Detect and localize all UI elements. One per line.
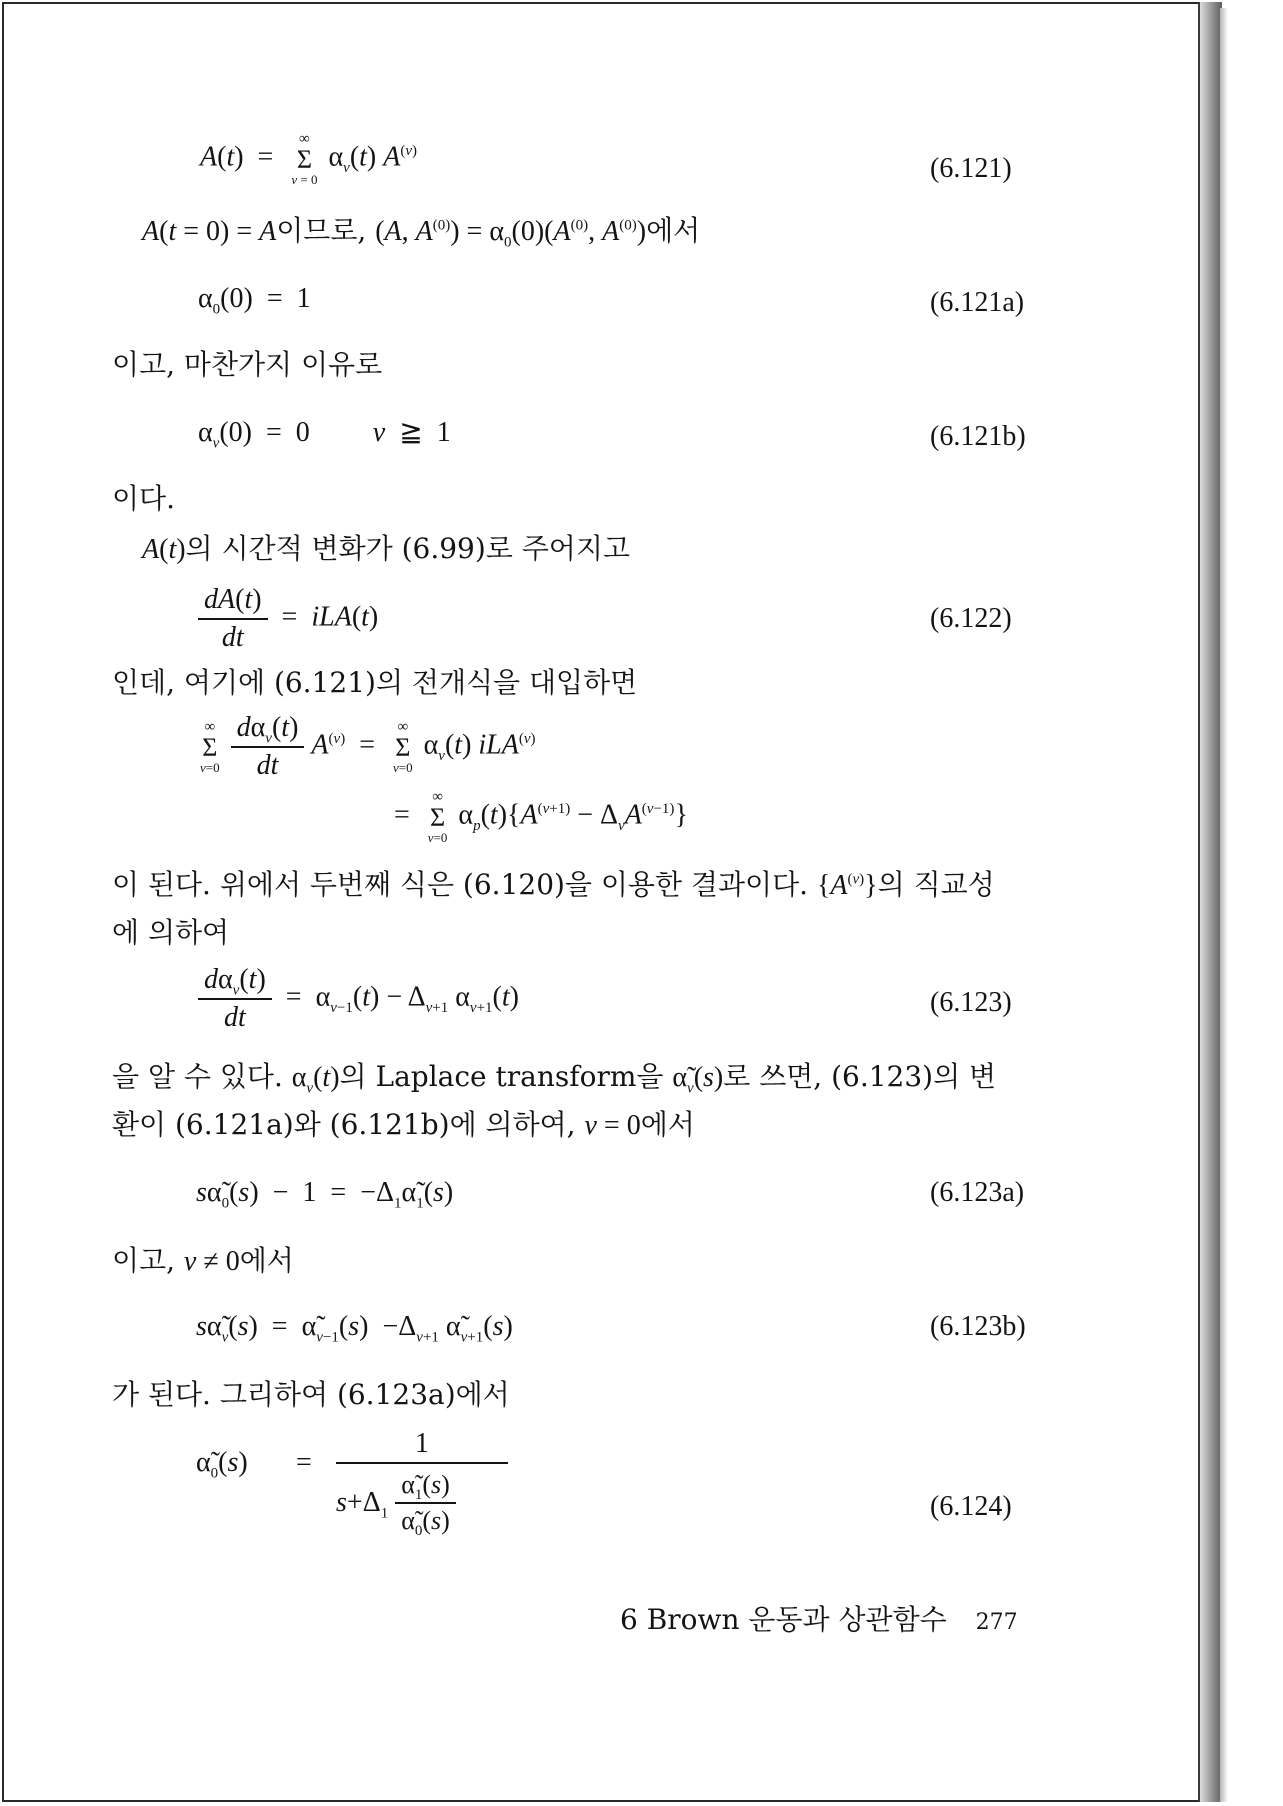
page-edge bbox=[1198, 2, 1222, 1802]
equation-number: (6.122) bbox=[930, 603, 1012, 634]
text-line: 환이 (6.121a)와 (6.121b)에 의하여, ν = 0에서 bbox=[112, 1108, 695, 1141]
equation-number: (6.121a) bbox=[930, 287, 1025, 318]
text-line: 이고, 마찬가지 이유로 bbox=[112, 348, 383, 381]
text-line: 을 알 수 있다. $\alpha_\nu(t)$의 Laplace transform을 $\alphã_\nu(s)$로 쓰면, (6.123)의 변 bbox=[112, 1060, 997, 1097]
equation-6-124-rhs: = bbox=[296, 1447, 312, 1478]
text-fragment: 에서 bbox=[640, 1108, 695, 1141]
chapter-title: 6 Brown 운동과 상관함수 bbox=[620, 1603, 947, 1636]
text-fragment: 의 직교성 bbox=[877, 868, 995, 901]
equation-6-124: $\alphã_0(s)$ bbox=[196, 1447, 248, 1482]
page-number: 277 bbox=[975, 1610, 1018, 1635]
text-line: 가 된다. 그리하여 (6.123a)에서 bbox=[112, 1378, 510, 1411]
text-line: A(t)의 시간적 변화가 (6.99)로 주어지고 bbox=[142, 532, 630, 565]
equation-number: (6.121b) bbox=[930, 421, 1026, 452]
equation-6-123a: $s\alphã_0(s) - 1$ = $-\Delta_1\alphã_1(s)$ bbox=[196, 1177, 454, 1212]
text-line: 이고, ν ≠ 0에서 bbox=[112, 1244, 294, 1277]
text-fragment: 에서 bbox=[646, 214, 701, 247]
text-fragment: 로 쓰면, (6.123)의 변 bbox=[723, 1060, 997, 1093]
text-fragment: 의 시간적 변화가 (6.99)로 주어지고 bbox=[185, 532, 630, 565]
text-fragment: 을 알 수 있다. bbox=[112, 1060, 283, 1093]
text-fragment: 이 된다. 위에서 두번째 식은 (6.120)을 이용한 결과이다. bbox=[112, 868, 809, 901]
equation-6-123b: $s\alphã_\nu(s)$ = $\alphã_{\nu-1}(s) -\Delta_{\nu+1}$ $\alphã_{\nu+1}(s)$ bbox=[196, 1311, 513, 1346]
page-edge-shadow bbox=[1220, 8, 1228, 1802]
equation-6-123: $\frac{d\alpha_\nu(t)}{dt}$ = $\alpha_{\nu-1}(t) - \Delta_{\nu+1}$ $\alpha_{\nu+1}(t)$ bbox=[198, 964, 519, 1034]
equation-number: (6.124) bbox=[930, 1491, 1012, 1522]
equation-number: (6.123) bbox=[930, 987, 1012, 1018]
equation-6-124-fraction: 1 $s+\Delta_1$ $\frac{\alphã_1(s)}{\alphã_0(s)}$ bbox=[336, 1426, 508, 1536]
text-line: 인데, 여기에 (6.121)의 전개식을 대입하면 bbox=[112, 666, 638, 699]
equation-6-121b: $\alpha_\nu(0) = 0$ ν ≧ 1 bbox=[198, 417, 451, 452]
equation-6-121a: $\alpha_0(0) = 1$ bbox=[198, 283, 311, 318]
text-fragment: 에서 bbox=[239, 1244, 294, 1277]
expansion-equation-line1: ∞ Σ ν=0 $\frac{d\alpha_\nu(t)}{dt}$ $A^{(\nu)}$ = ∞ Σ ν=0 $\alpha_\nu(t)$ iLA$^{(\nu)}$ bbox=[200, 712, 536, 781]
equation-number: (6.123b) bbox=[930, 1311, 1026, 1342]
equation-number: (6.123a) bbox=[930, 1177, 1025, 1208]
text-line: 에 의하여 bbox=[112, 916, 230, 949]
text-fragment: 의 Laplace transform을 bbox=[339, 1060, 664, 1093]
text-fragment: 이므로, bbox=[276, 214, 367, 247]
text-line: 이 된다. 위에서 두번째 식은 (6.120)을 이용한 결과이다. $\{A^{(\nu)}\}$의 직교성 bbox=[112, 868, 995, 901]
text-fragment: 환이 (6.121a)와 (6.121b)에 의하여, bbox=[112, 1108, 576, 1141]
equation-6-122: $\frac{dA(t)}{dt}$ = iLA(t) bbox=[198, 584, 378, 654]
expansion-equation-line2: = ∞ Σ ν=0 $\alpha_p(t)\{A^{(\nu+1)} - \Delta_\nu A^{(\nu-1)}\}$ bbox=[394, 789, 688, 845]
text-line: 이다. bbox=[112, 482, 175, 515]
text-line: A(t = 0) = A이므로, (A, $A^{(0)}) = \alpha_0(0)(A^{(0)}$, $A^{(0)}$)에서 bbox=[142, 214, 701, 251]
page-footer bbox=[620, 1598, 1018, 1638]
text-fragment: 이고, bbox=[112, 1244, 175, 1277]
equation-number: (6.121) bbox=[930, 153, 1012, 184]
equation-6-121: A(t) = ∞ Σ ν = 0 $\alpha_\nu(t)$ $A^{(\nu)}$ bbox=[200, 131, 418, 187]
